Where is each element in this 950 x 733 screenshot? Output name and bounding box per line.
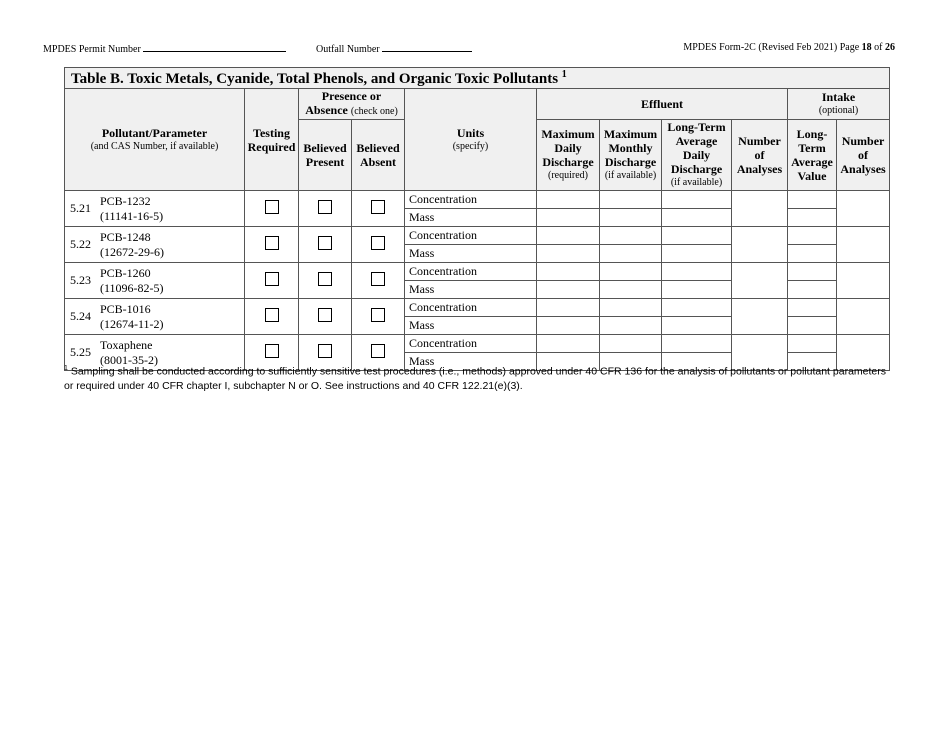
long-term-mass[interactable] xyxy=(662,209,732,227)
intake-long-term-concentration[interactable] xyxy=(788,227,837,245)
units-header xyxy=(405,89,537,191)
intake-long-term-mass[interactable] xyxy=(788,281,837,299)
table-title xyxy=(65,68,890,89)
believed-present-header: Believed Present xyxy=(299,120,352,191)
pollutant-name-block xyxy=(100,266,164,296)
max-monthly-concentration[interactable] xyxy=(600,299,662,317)
believed-present-checkbox[interactable] xyxy=(318,344,332,358)
num-analyses-cell[interactable] xyxy=(732,263,788,299)
page-of-label: of xyxy=(874,42,883,53)
testing-required-checkbox[interactable] xyxy=(265,236,279,250)
unit-mass: Mass xyxy=(405,281,537,299)
pollutant-number: 5.23 xyxy=(70,273,91,287)
num-analyses-header: Number of Analyses xyxy=(732,120,788,191)
long-term-concentration[interactable] xyxy=(662,263,732,281)
believed-absent-checkbox[interactable] xyxy=(371,236,385,250)
effluent-header: Effluent xyxy=(537,89,788,120)
intake-num-analyses-cell[interactable] xyxy=(837,299,890,335)
max-monthly-label: Maximum Monthly Discharge xyxy=(603,127,658,169)
pollutant-cas: (11096-82-5) xyxy=(100,280,164,295)
long-term-mass[interactable] xyxy=(662,281,732,299)
believed-absent-header: Believed Absent xyxy=(352,120,405,191)
max-monthly-mass[interactable] xyxy=(600,209,662,227)
pollutants-table xyxy=(64,67,890,371)
testing-required-checkbox[interactable] xyxy=(265,308,279,322)
believed-present-checkbox[interactable] xyxy=(318,236,332,250)
testing-required-checkbox[interactable] xyxy=(265,272,279,286)
check-one-note: (check one) xyxy=(350,106,398,117)
max-daily-concentration[interactable] xyxy=(537,263,600,281)
intake-long-term-concentration[interactable] xyxy=(788,191,837,209)
form-label: MPDES Form-2C (Revised Feb 2021) Page xyxy=(683,42,860,53)
believed-present-checkbox[interactable] xyxy=(318,272,332,286)
pollutant-name: PCB-1260 xyxy=(100,265,151,280)
testing-header: Testing Required xyxy=(245,89,299,191)
num-analyses-cell[interactable] xyxy=(732,227,788,263)
presence-header-label: Presence or xyxy=(321,89,382,103)
max-daily-header xyxy=(537,120,600,191)
intake-long-term-mass[interactable] xyxy=(788,317,837,335)
unit-concentration: Concentration xyxy=(405,335,537,353)
intake-header-label: Intake xyxy=(821,90,856,104)
pollutant-number: 5.22 xyxy=(70,237,91,251)
title-footnote-marker: 1 xyxy=(561,68,567,80)
pollutant-name: PCB-1232 xyxy=(100,193,151,208)
unit-concentration: Concentration xyxy=(405,263,537,281)
believed-present-cell xyxy=(299,227,352,263)
long-term-concentration[interactable] xyxy=(662,299,732,317)
believed-present-checkbox[interactable] xyxy=(318,200,332,214)
pollutant-cell xyxy=(65,299,245,335)
max-monthly-mass[interactable] xyxy=(600,317,662,335)
absence-header-label: Absence xyxy=(305,103,348,117)
intake-long-term-concentration[interactable] xyxy=(788,335,837,353)
pollutant-header-label: Pollutant/Parameter xyxy=(101,125,208,140)
presence-header xyxy=(299,89,405,120)
pollutant-name: PCB-1016 xyxy=(100,301,151,316)
max-monthly-mass[interactable] xyxy=(600,281,662,299)
table-row xyxy=(65,299,890,317)
unit-concentration: Concentration xyxy=(405,191,537,209)
long-term-mass[interactable] xyxy=(662,245,732,263)
believed-absent-cell xyxy=(352,191,405,227)
intake-long-term-header: Long-Term Average Value xyxy=(788,120,837,191)
max-daily-concentration[interactable] xyxy=(537,335,600,353)
long-term-label: Long-Term Average Daily Discharge xyxy=(667,120,726,176)
testing-required-cell xyxy=(245,191,299,227)
believed-absent-cell xyxy=(352,263,405,299)
intake-num-analyses-header: Number of Analyses xyxy=(837,120,890,191)
footnote-text: Sampling shall be conducted according to sufficiently sensitive test procedures (i.e., methods) approved under 40 CFR 136 for the analysis of pollutants or pollutant parameters or required under 40 CFR chapter I, subchapter N or O. See instructions and 40 CFR 122.21(e)(3). xyxy=(64,365,886,392)
pollutant-number: 5.25 xyxy=(70,345,91,359)
long-term-header xyxy=(662,120,732,191)
permit-number-label: MPDES Permit Number xyxy=(43,44,141,55)
outfall-number-label: Outfall Number xyxy=(316,44,380,55)
intake-num-analyses-cell[interactable] xyxy=(837,191,890,227)
table-row xyxy=(65,227,890,245)
permit-number-field xyxy=(43,42,286,55)
table-row xyxy=(65,263,890,281)
max-monthly-concentration[interactable] xyxy=(600,227,662,245)
max-daily-label: Maximum Daily Discharge xyxy=(541,127,595,169)
pollutant-cas: (12674-11-2) xyxy=(100,316,164,331)
unit-mass: Mass xyxy=(405,245,537,263)
max-monthly-concentration[interactable] xyxy=(600,335,662,353)
max-daily-mass[interactable] xyxy=(537,209,600,227)
max-daily-mass[interactable] xyxy=(537,281,600,299)
max-monthly-concentration[interactable] xyxy=(600,191,662,209)
page-number: 18 xyxy=(861,42,872,53)
testing-required-checkbox[interactable] xyxy=(265,200,279,214)
pollutant-number: 5.24 xyxy=(70,309,91,323)
believed-absent-checkbox[interactable] xyxy=(371,272,385,286)
max-monthly-sub: (if available) xyxy=(604,170,657,181)
believed-absent-cell xyxy=(352,227,405,263)
pollutant-cell xyxy=(65,227,245,263)
pollutant-number: 5.21 xyxy=(70,201,91,215)
permit-number-input[interactable] xyxy=(143,42,286,52)
pollutant-name: Toxaphene xyxy=(100,337,153,352)
table-row xyxy=(65,335,890,353)
pollutant-name-block xyxy=(100,302,164,332)
pollutant-cas: (8001-35-2) xyxy=(100,352,158,367)
num-analyses-cell[interactable] xyxy=(732,191,788,227)
believed-absent-checkbox[interactable] xyxy=(371,344,385,358)
max-daily-concentration[interactable] xyxy=(537,299,600,317)
max-daily-sub: (required) xyxy=(548,170,588,181)
unit-concentration: Concentration xyxy=(405,227,537,245)
long-term-concentration[interactable] xyxy=(662,227,732,245)
footnote xyxy=(64,362,894,393)
testing-required-checkbox[interactable] xyxy=(265,344,279,358)
max-daily-mass[interactable] xyxy=(537,245,600,263)
believed-present-cell xyxy=(299,299,352,335)
page-total: 26 xyxy=(885,42,895,53)
max-monthly-mass[interactable] xyxy=(600,245,662,263)
long-term-concentration[interactable] xyxy=(662,191,732,209)
units-header-label: Units xyxy=(456,125,485,140)
believed-present-cell xyxy=(299,263,352,299)
footnote-marker: 1 xyxy=(64,365,68,372)
intake-num-analyses-cell[interactable] xyxy=(837,227,890,263)
unit-mass: Mass xyxy=(405,353,537,371)
max-daily-concentration[interactable] xyxy=(537,227,600,245)
long-term-mass[interactable] xyxy=(662,317,732,335)
pollutant-name-block xyxy=(100,230,164,260)
long-term-sub: (if available) xyxy=(670,177,723,188)
max-daily-concentration[interactable] xyxy=(537,191,600,209)
unit-mass: Mass xyxy=(405,209,537,227)
max-daily-mass[interactable] xyxy=(537,317,600,335)
pollutant-cas: (12672-29-6) xyxy=(100,244,164,259)
intake-long-term-mass[interactable] xyxy=(788,245,837,263)
max-monthly-header xyxy=(600,120,662,191)
outfall-number-field xyxy=(316,42,472,55)
pollutant-cell xyxy=(65,263,245,299)
long-term-concentration[interactable] xyxy=(662,335,732,353)
testing-required-cell xyxy=(245,299,299,335)
outfall-number-input[interactable] xyxy=(382,42,472,52)
intake-long-term-concentration[interactable] xyxy=(788,299,837,317)
pollutant-cas: (11141-16-5) xyxy=(100,208,164,223)
intake-num-analyses-cell[interactable] xyxy=(837,263,890,299)
pollutant-name-block xyxy=(100,194,163,224)
form-page-info xyxy=(683,42,895,53)
believed-absent-checkbox[interactable] xyxy=(371,200,385,214)
units-header-sub: (specify) xyxy=(452,140,489,152)
table-row xyxy=(65,191,890,209)
intake-header xyxy=(788,89,890,120)
pollutant-cell xyxy=(65,191,245,227)
num-analyses-cell[interactable] xyxy=(732,299,788,335)
testing-required-cell xyxy=(245,263,299,299)
pollutant-header-sub: (and CAS Number, if available) xyxy=(90,140,219,152)
believed-absent-cell xyxy=(352,299,405,335)
table-body xyxy=(65,191,890,371)
pollutant-name: PCB-1248 xyxy=(100,229,151,244)
believed-present-cell xyxy=(299,191,352,227)
max-monthly-concentration[interactable] xyxy=(600,263,662,281)
intake-header-sub: (optional) xyxy=(818,105,859,116)
unit-mass: Mass xyxy=(405,317,537,335)
unit-concentration: Concentration xyxy=(405,299,537,317)
testing-required-cell xyxy=(245,227,299,263)
intake-long-term-concentration[interactable] xyxy=(788,263,837,281)
believed-present-checkbox[interactable] xyxy=(318,308,332,322)
believed-absent-checkbox[interactable] xyxy=(371,308,385,322)
pollutant-header xyxy=(65,89,245,191)
table-title-text: Table B. Toxic Metals, Cyanide, Total Phenols, and Organic Toxic Pollutants xyxy=(71,70,559,87)
intake-long-term-mass[interactable] xyxy=(788,209,837,227)
